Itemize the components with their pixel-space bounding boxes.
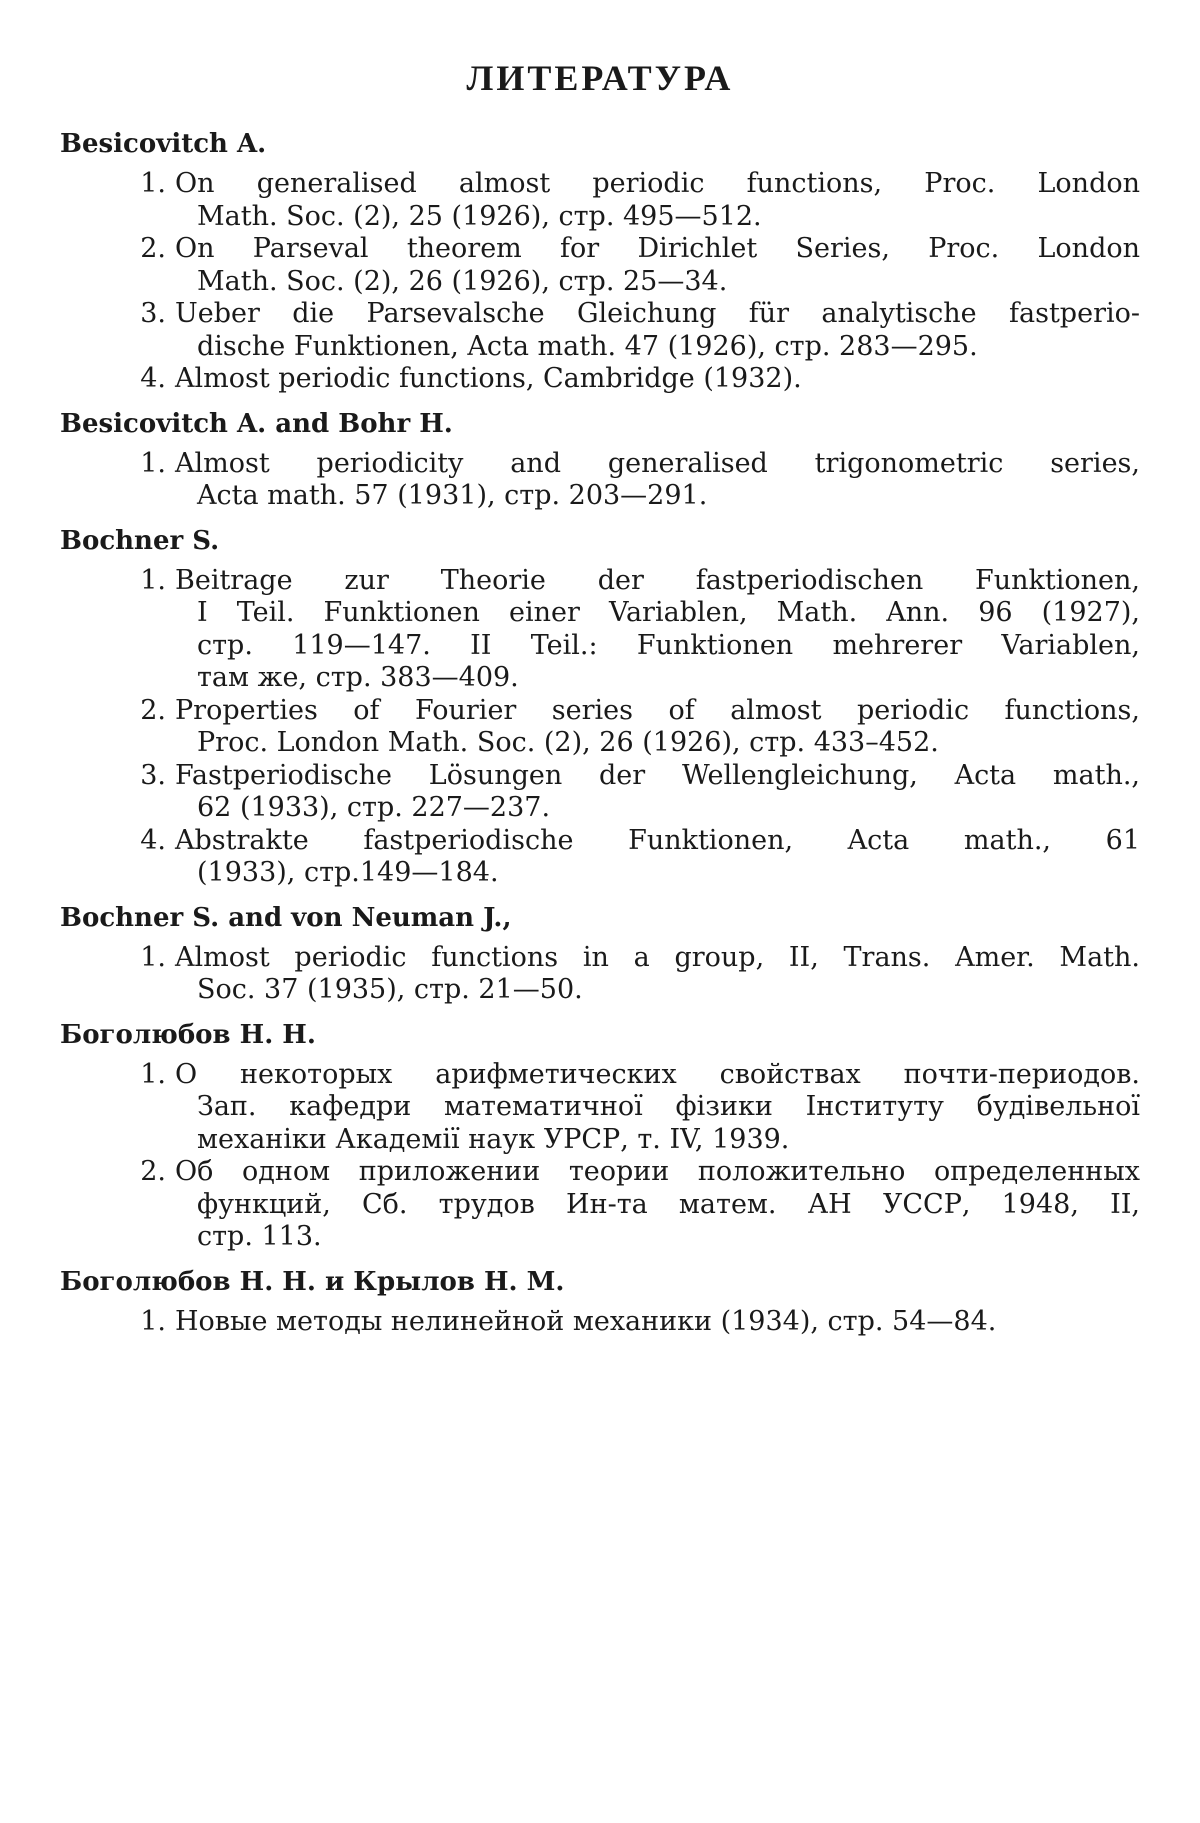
reference-line: стр. 113. [197,1221,322,1252]
reference-line: Abstrakte fastperiodische Funktionen, Acta math., 61 [175,824,1140,856]
reference-item [60,448,1140,513]
author-heading: Bochner S. [60,525,220,556]
reference-item [60,1306,1140,1339]
reference-item [60,233,1140,298]
reference-line: механіки Академії наук УРСР, т. IV, 1939. [197,1123,790,1155]
reference-list [60,942,1140,1007]
reference-line: On generalised almost periodic functions, Proc. London [175,168,1140,199]
reference-line: Новые методы нелинейной механики (1934), стр. 54—84. [175,1305,997,1337]
page-title: ЛИТЕРАТУРА [466,58,734,98]
reference-number: 3. [140,759,166,791]
reference-number: 1. [140,447,166,479]
reference-number: 1. [140,941,166,973]
author-heading: Bochner S. and von Neuman J., [60,902,512,933]
reference-line: Beitrage zur Theorie der fastperiodischen Funktionen, [175,564,1140,596]
reference-number: 3. [140,298,166,329]
reference-item [60,760,1140,825]
reference-text [175,825,1140,890]
reference-text [175,1306,1140,1339]
reference-item [60,1156,1140,1254]
reference-line: Acta math. 57 (1931), стр. 203—291. [197,480,708,511]
reference-line: Зап. кафедри математичної фізики Інституту будівельної [197,1091,1140,1122]
author-heading: Besicovitch A. [60,129,267,159]
reference-number: 1. [140,168,166,199]
reference-number: 1. [140,1058,166,1090]
reference-list [60,448,1140,513]
reference-item [60,1059,1140,1157]
reference-item [60,298,1140,363]
reference-text [175,565,1140,695]
reference-text [175,298,1140,363]
reference-line: Proc. London Math. Soc. (2), 26 (1926), стр. 433–452. [197,727,939,758]
reference-number: 4. [140,824,166,856]
reference-list [60,1059,1140,1254]
reference-number: 1. [140,1305,166,1337]
reference-item [60,168,1140,233]
bibliography-sections [60,128,1140,1338]
reference-line: Fastperiodische Lösungen der Wellengleichung, Acta math., [175,759,1140,791]
reference-line: Ueber die Parsevalsche Gleichung für analytische fastperio- [175,298,1140,329]
reference-item [60,825,1140,890]
reference-text [175,1156,1140,1254]
author-heading: Боголюбов Н. Н. и Крылов Н. М. [60,1266,565,1297]
reference-line: (1933), стр.149—184. [197,857,499,888]
reference-list [60,168,1140,396]
reference-line: Almost periodic functions, Cambridge (1932). [175,363,802,394]
reference-line: Almost periodic functions in a group, II, Trans. Amer. Math. [175,941,1140,973]
reference-text [175,1059,1140,1157]
reference-line: 62 (1933), стр. 227—237. [197,792,551,823]
reference-number: 2. [140,694,166,726]
reference-number: 1. [140,564,166,596]
reference-line: Almost periodicity and generalised trigonometric series, [175,447,1140,479]
reference-line: там же, стр. 383—409. [197,662,519,693]
reference-line: Properties of Fourier series of almost periodic functions, [175,694,1140,726]
reference-line: стр. 119—147. II Teil.: Funktionen mehrerer Variablen, [197,629,1140,661]
reference-item [60,565,1140,695]
reference-number: 2. [140,233,166,264]
reference-line: dische Funktionen, Acta math. 47 (1926), стр. 283—295. [197,330,978,362]
reference-text [175,363,1140,396]
reference-text [175,168,1140,233]
reference-line: О некоторых арифметических свойствах почти-периодов. [175,1058,1140,1090]
reference-item [60,942,1140,1007]
reference-line: I Teil. Funktionen einer Variablen, Math. Ann. 96 (1927), [197,597,1140,628]
reference-line: Math. Soc. (2), 25 (1926), стр. 495—512. [197,200,762,232]
reference-line: On Parseval theorem for Dirichlet Series, Proc. London [175,233,1140,264]
reference-list [60,1306,1140,1339]
reference-text [175,942,1140,1007]
author-heading: Besicovitch A. and Bohr H. [60,408,453,439]
author-heading: Боголюбов Н. Н. [60,1019,316,1050]
reference-line: функций, Сб. трудов Ин-та матем. АН УССР, 1948, II, [197,1188,1140,1220]
reference-line: Soc. 37 (1935), стр. 21—50. [197,974,583,1005]
bibliography-page [60,56,1140,1338]
reference-number: 2. [140,1156,166,1187]
reference-line: Об одном приложении теории положительно определенных [175,1156,1140,1187]
reference-text [175,760,1140,825]
reference-number: 4. [140,363,166,394]
reference-item [60,363,1140,396]
reference-text [175,448,1140,513]
reference-line: Math. Soc. (2), 26 (1926), стр. 25—34. [197,265,728,297]
reference-list [60,565,1140,890]
reference-text [175,233,1140,298]
reference-item [60,695,1140,760]
reference-text [175,695,1140,760]
